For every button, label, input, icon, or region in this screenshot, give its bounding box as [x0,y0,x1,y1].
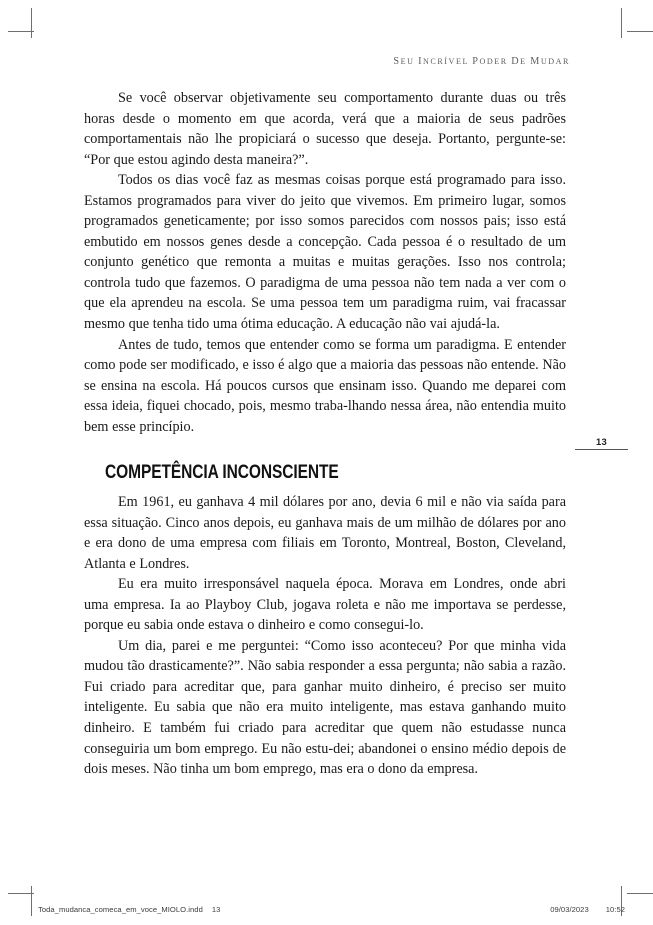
section-heading: COMPETÊNCIA INCONSCIENTE [105,461,339,483]
paragraph: Antes de tudo, temos que entender como se forma um paradigma. E entender como pode ser modificado, e isso é algo que a maioria das pessoas não entende. Não se ensina na escola. Há poucos cursos que ensinam isso. Quando me deparei com essa ideia, fiquei chocado, pois, mesmo traba-lhando nessa área, não entendia muito bem esse princípio. [84,336,566,435]
crop-mark-top-left-vertical [31,8,32,38]
page-folio [575,436,628,450]
proof-page-number: 13 [211,905,221,914]
proof-footer-left [38,905,220,914]
crop-mark-bottom-right-horizontal [627,893,653,894]
paragraph: Se você observar objetivamente seu comportamento durante duas ou três horas desde o momento em que acorda, verá que a maioria de seus padrões comportamentais não lhe propiciará o sucesso que deseja. Portanto, pergunte-se: “Por que estou agindo desta maneira?”. [84,90,566,168]
folio-rule [575,449,628,450]
crop-mark-top-left-horizontal [8,31,34,32]
page-number: 13 [595,436,608,447]
paragraph: Em 1961, eu ganhava 4 mil dólares por ano, devia 6 mil e não via saída para essa situação. Cinco anos depois, eu ganhava mais de um milhão de dólares por ano e era dono de uma empresa com filiais em Toronto, Montreal, Boston, Cleveland, Atlanta e Londres. [84,494,566,572]
crop-mark-bottom-left-horizontal [8,893,34,894]
proof-footer-right [550,905,625,914]
crop-mark-top-right-horizontal [627,31,653,32]
body-text-top [84,88,566,437]
crop-mark-bottom-left-vertical [31,886,32,916]
body-text-bottom [84,492,566,780]
proof-time: 10:52 [605,905,625,914]
proof-filename: Toda_mudanca_comeca_em_voce_MIOLO.indd [38,905,203,914]
crop-mark-top-right-vertical [621,8,622,38]
running-header-text: SEU INCRÍVEL PODER DE MUDAR [393,56,570,67]
paragraph: Eu era muito irresponsável naquela época. Morava em Londres, onde abri uma empresa. Ia ao Playboy Club, jogava roleta e não me importava se perdesse, porque eu sabia onde estava o dinheiro e como consegui-lo. [84,576,566,634]
paragraph: Todos os dias você faz as mesmas coisas porque está programado para isso. Estamos programados para viver do jeito que vivemos. Em primeiro lugar, somos programados geneticamente; por isso somos parecidos com nossos pais; isso está embutido em nossos genes desde a concepção. Cada pessoa é o resultado de um conjunto genético que remonta a muitas e muitas gerações. Isso nos controla; controla tudo que fazemos. O paradigma de uma pessoa não tem nada a ver com o que ela aprendeu na escola. Se uma pessoa tem um paradigma ruim, vai fracassar mesmo que tenha tido uma ótima educação. A educação não vai ajudá-la. [84,172,566,333]
running-header [393,56,570,67]
proof-footer [38,905,625,914]
proof-date: 09/03/2023 [550,905,589,914]
paragraph: Um dia, parei e me perguntei: “Como isso aconteceu? Por que minha vida mudou tão drasticamente?”. Não sabia responder a essa pergunta; não sabia a razão. Fui criado para acreditar que, para ganhar muito dinheiro, é preciso ser muito inteligente. Eu sabia que não era muito inteligente, mas estava ganhando muito dinheiro. E também fui criado para acreditar que quem não estudasse nunca conseguiria um bom emprego. Eu não estu-dei; abandonei o ensino médio depois de dois meses. Não tinha um bom emprego, mas era o dono da empresa. [84,637,566,778]
